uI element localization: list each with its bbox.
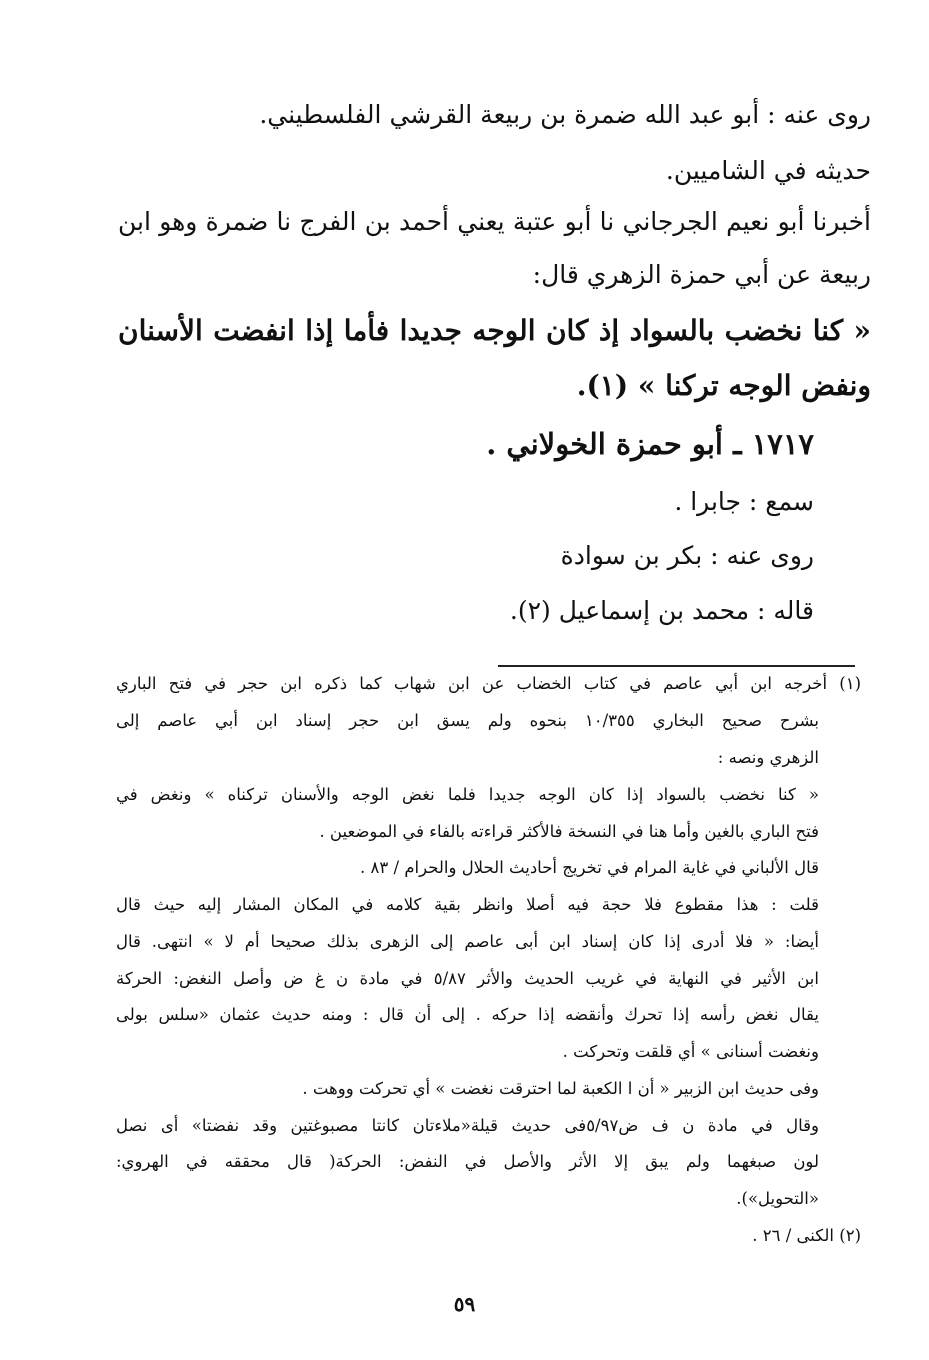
footnote-2: (٢) الكنى / ٢٦ . <box>752 1226 861 1245</box>
isnad-line-1: أخبرنا أبو نعيم الجرجاني نا أبو عتبة يعني أحمد بن الفرج نا ضمرة وهو ابن <box>118 207 871 236</box>
hadith-quote-line-1: « كنا نخضب بالسواد إذ كان الوجه جديدا فأما إذا انفضت الأسنان <box>118 314 871 347</box>
footnote-1-line-6: قال الألباني في غاية المرام في تخريج أحاديث الحلال والحرام / ٨٣ . <box>360 858 819 877</box>
footnote-1-line-9: ابن الأثير في النهاية في غريب الحديث والأثر ٥/٨٧ في مادة ن غ ض وأصل النغض: الحركة <box>116 969 819 988</box>
footnote-1-line-13: وقال في مادة ن ف ض٥/٩٧فى حديث قيلة«ملاءتان كانتا مصبوغتين وقد نفضتا» أى نصل <box>116 1116 820 1135</box>
source-line: قاله : محمد بن إسماعيل (٢). <box>509 596 814 625</box>
footnote-1-line-8: أيضا: « فلا أدرى إذا كان إسناد ابن أبى عاصم إلى الزهرى بذلك صحيحا أم لا » انتهى. قال <box>116 932 819 951</box>
footnote-1-line-4: « كنا نخضب بالسواد إذا كان الوجه جديدا فلما نغض الوجه والأسنان تركناه » ونغض في <box>116 785 819 804</box>
hadith-quote-line-2: ونفض الوجه تركنا » (١). <box>576 369 871 402</box>
heard-from-line: سمع : جابرا . <box>674 487 814 516</box>
footnote-1-line-5: فتح الباري بالغين وأما هنا في النسخة فالأكثر قراءته بالفاء في الموضعين . <box>319 822 819 841</box>
page-number: ٥٩ <box>453 1292 476 1316</box>
footnote-1-line-3: الزهري ونصه : <box>717 748 819 767</box>
footnote-separator <box>498 665 855 667</box>
entry-heading: ١٧١٧ ـ أبو حمزة الخولاني . <box>486 427 814 461</box>
isnad-line-2: ربيعة عن أبي حمزة الزهري قال: <box>532 260 871 289</box>
footnote-1-line-11: ونغضت أسنانى » أي قلقت وتحركت . <box>562 1042 819 1061</box>
footnote-1-line-1: (١) أخرجه ابن أبي عاصم في كتاب الخضاب عن ابن شهاب كما ذكره ابن حجر في فتح الباري <box>116 674 861 693</box>
footnote-1-line-10: يقال نغض رأسه إذا تحرك وأنقضه إذا حركه . إلى أن قال : ومنه حديث عثمان «سلس بولى <box>116 1005 819 1024</box>
footnote-1-line-15: «التحويل»). <box>736 1189 819 1208</box>
hadith-location-line: حديثه في الشاميين. <box>665 156 871 185</box>
footnote-1-line-7: قلت : هذا مقطوع فلا حجة فيه أصلا وانظر بقية كلامه في المكان المشار إليه حيث قال <box>116 895 819 914</box>
narrator-line: روى عنه : أبو عبد الله ضمرة بن ربيعة القرشي الفلسطيني. <box>259 100 871 129</box>
footnote-1-line-12: وفى حديث ابن الزبير « أن ا الكعبة لما احترقت نغضت » أي تحركت ووهت . <box>302 1079 819 1098</box>
narrated-by-line: روى عنه : بكر بن سوادة <box>560 541 814 570</box>
footnote-1-line-14: لون صبغهما ولم يبق إلا الأثر والأصل في النفض: الحركة( قال محققه في الهروي: <box>116 1152 819 1171</box>
footnote-1-line-2: بشرح صحيح البخاري ١٠/٣٥٥ بنحوه ولم يسق ابن حجر إسناد ابن أبي عاصم إلى <box>116 711 819 730</box>
